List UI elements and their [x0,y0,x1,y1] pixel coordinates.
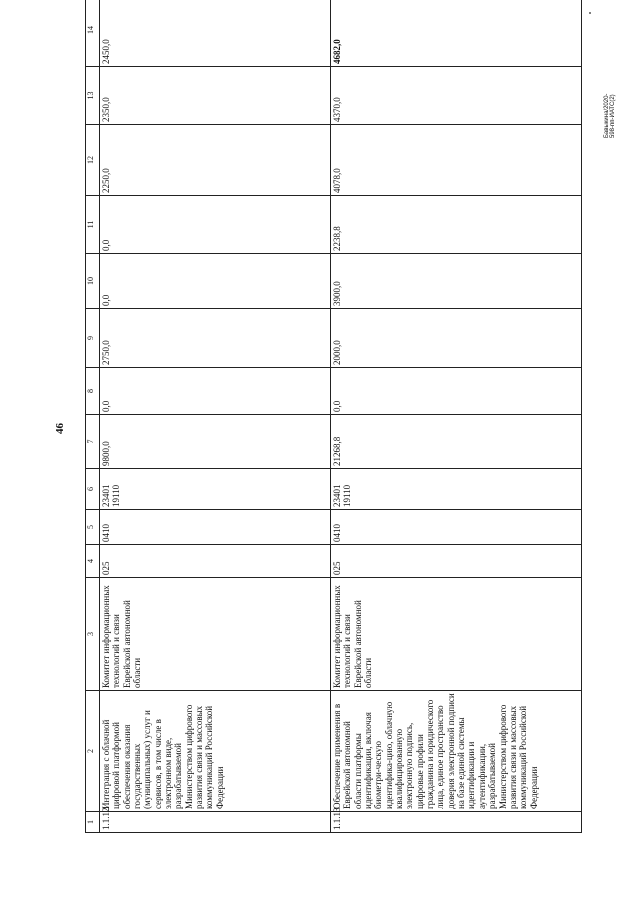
row-value-7: 21268,8 [331,415,582,469]
row-value-13: 4370,0 [331,67,582,125]
row-value-10: 3900,0 [331,254,582,309]
row-executor: Комитет информационных технологий и связи Еврейской автономной области [331,578,582,691]
row-value-14: 4682,0 [331,0,582,67]
column-header: 13 [86,67,100,125]
row-description: Интеграция с облачной цифровой платформой обеспечения оказания государственных (муниципальных) услуг и сервисов, в том числе в электронном виде, разрабатываемой Министерством цифрового развития связи и массовых коммуникаций Российской Федерации [100,691,331,812]
row-executor: Комитет информационных технологий и связи Еврейской автономной области [100,578,331,691]
row-csr: 23401 19110 [331,469,582,510]
row-value-9: 2000,0 [331,309,582,368]
row-value-7: 9800,0 [100,415,331,469]
row-value-8: 0,0 [331,368,582,415]
budget-table [85,0,582,833]
column-header: 12 [86,125,100,196]
row-value-14: 2450,0 [100,0,331,67]
table-row [331,0,582,833]
column-header: 9 [86,309,100,368]
column-header: 7 [86,415,100,469]
column-header: 1 [86,812,100,833]
column-header: 8 [86,368,100,415]
row-value-13: 2350,0 [100,67,331,125]
column-header: 4 [86,545,100,578]
row-value-11: 0,0 [100,196,331,254]
page-number: 46 [54,423,66,434]
table-row [100,0,331,833]
column-header: 2 [86,691,100,812]
row-csr: 23401 19110 [100,469,331,510]
column-header: 10 [86,254,100,309]
column-header: 3 [86,578,100,691]
row-value-10: 0,0 [100,254,331,309]
column-header: 14 [86,0,100,67]
row-value-12: 2250,0 [100,125,331,196]
row-grbs: 025 [331,545,582,578]
row-grbs: 025 [100,545,331,578]
table-container [85,26,640,830]
column-header: 11 [86,196,100,254]
document-code: Бавыкина/2020-598-пп-ИАТС(2) [604,93,616,138]
row-description: Обеспечение применения в Еврейской автономной области платформы идентификации, включая биометри-ческую идентифика-цию, облачную квалифицированную электронную подпись, цифровые профили гражданина и юридического лица, единое пространство доверия электронной подписи на базе единой системы идентификации и аутентификации, разрабатываемой Министерством цифрового развития связи и массовых коммуникаций Российской Федерации [331,691,582,812]
scan-dot [589,12,591,14]
row-value-9: 2750,0 [100,309,331,368]
row-value-12: 4078,0 [331,125,582,196]
table-header-row [86,0,100,833]
column-header: 5 [86,510,100,545]
row-rz-pr: 0410 [331,510,582,545]
column-header: 6 [86,469,100,510]
row-value-8: 0,0 [100,368,331,415]
row-number: 1.1.12 [100,812,331,833]
row-rz-pr: 0410 [100,510,331,545]
row-number: 1.1.13 [331,812,582,833]
row-value-11: 2238,8 [331,196,582,254]
